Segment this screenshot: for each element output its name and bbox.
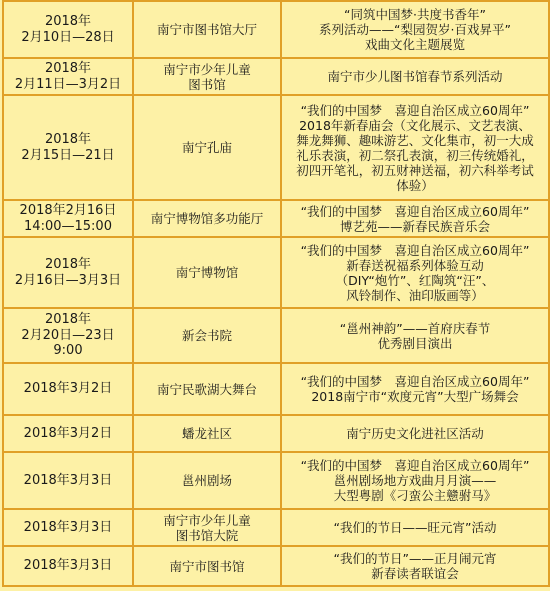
event-title-line: 戏曲文化主题展览	[364, 37, 465, 52]
event-venue-line: 南宁博物馆多功能厅	[150, 211, 264, 226]
event-venue-line: 图书馆	[188, 76, 226, 92]
table-row	[3, 1, 549, 58]
table-row	[3, 58, 549, 95]
event-title-line: 风铃制作、油印版画等）	[346, 287, 484, 303]
event-date-line: 2018年2月16日	[19, 203, 117, 218]
event-venue-line: 南宁孔庙	[181, 140, 232, 155]
event-date-line: 2018年	[44, 61, 92, 76]
event-title-line: “我们的节日——旺元宵”活动	[333, 520, 497, 535]
event-venue-cell	[133, 200, 281, 237]
event-venue-line: 南宁市图书馆大厅	[156, 22, 257, 37]
event-title-line: 2018南宁市“欢度元宵”大型广场舞会	[311, 389, 519, 404]
table-row	[3, 415, 549, 452]
event-date-cell	[3, 58, 133, 95]
event-venue-line: 南宁博物馆	[175, 265, 239, 280]
event-title-line: 初四开笔礼，初五财神送福，初六科举考试	[296, 162, 534, 178]
event-title-line: 新春读者联谊会	[371, 566, 459, 581]
event-venue-line: 蟠龙社区	[181, 426, 232, 441]
event-title-cell	[281, 237, 549, 308]
event-date-line: 2018年3月2日	[23, 381, 113, 397]
event-title-line: “邕州神韵”——首府庆春节	[339, 320, 491, 336]
event-venue-cell	[133, 1, 281, 58]
event-date-line: 9:00	[53, 343, 83, 359]
event-venue-cell	[133, 452, 281, 509]
table-row	[3, 95, 549, 200]
event-title-cell	[281, 509, 549, 546]
table-row	[3, 546, 549, 586]
event-venue-line: 南宁市少年儿童	[163, 61, 251, 77]
event-date-line: 2月10日—28日	[21, 29, 115, 45]
event-title-line: “我们的节日”——正月闹元宵	[333, 551, 497, 566]
event-venue-cell	[133, 95, 281, 200]
table-row	[3, 308, 549, 363]
table-row	[3, 200, 549, 237]
event-date-cell	[3, 95, 133, 200]
event-title-line: “我们的中国梦 喜迎自治区成立60周年”	[300, 203, 530, 219]
event-schedule-table	[2, 0, 550, 587]
table-row	[3, 237, 549, 308]
event-venue-line: 新会书院	[181, 328, 232, 343]
event-title-cell	[281, 546, 549, 586]
event-date-line: 2月15日—21日	[21, 147, 115, 163]
event-title-line: 南宁历史文化进社区活动	[346, 426, 484, 441]
event-title-line: （DIY“炮竹”、红陶筑“汪”、	[335, 272, 495, 288]
event-venue-cell	[133, 546, 281, 586]
event-date-line: 2018年	[44, 257, 92, 272]
event-date-line: 2018年	[44, 132, 92, 147]
event-title-cell	[281, 58, 549, 95]
event-date-cell	[3, 509, 133, 546]
event-title-line: 2018年新春庙会（文化展示、文艺表演、	[299, 117, 531, 133]
event-date-line: 2018年3月3日	[23, 558, 113, 574]
event-title-cell	[281, 363, 549, 415]
event-title-line: “我们的中国梦 喜迎自治区成立60周年”	[300, 374, 530, 389]
event-title-line: 系列活动——“梨园贺岁·百戏昇平”	[319, 22, 511, 37]
event-title-line: 邕州剧场地方戏曲月月演——	[333, 473, 497, 488]
event-title-line: “我们的中国梦 喜迎自治区成立60周年”	[300, 242, 530, 258]
event-title-line: 礼乐表演，初二祭孔表演，初三传统婚礼，	[296, 147, 534, 163]
event-venue-cell	[133, 308, 281, 363]
event-title-line: 博艺苑——新春民族音乐会	[339, 218, 490, 234]
event-date-cell	[3, 237, 133, 308]
event-date-cell	[3, 415, 133, 452]
event-date-cell	[3, 546, 133, 586]
event-date-line: 2018年3月3日	[23, 472, 113, 488]
event-date-cell	[3, 452, 133, 509]
event-venue-line: 南宁民歌湖大舞台	[156, 381, 257, 397]
table-row	[3, 452, 549, 509]
event-venue-line: 南宁市少年儿童	[163, 512, 251, 528]
event-venue-cell	[133, 509, 281, 546]
event-title-cell	[281, 95, 549, 200]
table-row	[3, 509, 549, 546]
event-title-line: 优秀剧目演出	[377, 335, 453, 351]
event-venue-line: 邕州剧场	[181, 473, 232, 488]
event-date-line: 2018年	[44, 312, 92, 328]
event-date-line: 2月11日—3月2日	[14, 76, 122, 92]
event-title-cell	[281, 1, 549, 58]
event-date-cell	[3, 200, 133, 237]
event-date-cell	[3, 308, 133, 363]
event-title-line: 舞龙舞狮、趣味游艺、文化集市，初一大成	[296, 132, 534, 148]
event-title-line: 体验）	[396, 177, 434, 193]
event-venue-cell	[133, 363, 281, 415]
event-title-line: “我们的中国梦 喜迎自治区成立60周年”	[300, 458, 530, 473]
event-title-cell	[281, 452, 549, 509]
event-venue-cell	[133, 415, 281, 452]
event-title-line: “同筑中国梦·共度书香年”	[344, 7, 486, 22]
event-date-line: 2018年3月2日	[23, 425, 113, 441]
event-title-cell	[281, 415, 549, 452]
event-date-line: 2018年3月3日	[23, 519, 113, 535]
event-venue-cell	[133, 58, 281, 95]
event-title-cell	[281, 308, 549, 363]
event-title-line: 南宁市少儿图书馆春节系列活动	[327, 69, 503, 84]
event-date-line: 2月16日—3月3日	[14, 272, 122, 288]
event-venue-line: 南宁市图书馆	[169, 558, 245, 574]
event-date-line: 2018年	[44, 14, 92, 29]
event-title-line: “我们的中国梦 喜迎自治区成立60周年”	[300, 102, 530, 118]
event-date-line: 2月20日—23日	[21, 327, 115, 343]
event-date-line: 14:00—15:00	[24, 218, 112, 234]
event-venue-cell	[133, 237, 281, 308]
event-title-line: 大型粤剧《刁蛮公主戆驸马》	[333, 488, 497, 503]
event-title-line: 新春送祝福系列体验互动	[346, 257, 484, 273]
event-venue-line: 图书馆大院	[175, 527, 239, 543]
event-title-cell	[281, 200, 549, 237]
table-row	[3, 363, 549, 415]
event-date-cell	[3, 363, 133, 415]
event-date-cell	[3, 1, 133, 58]
